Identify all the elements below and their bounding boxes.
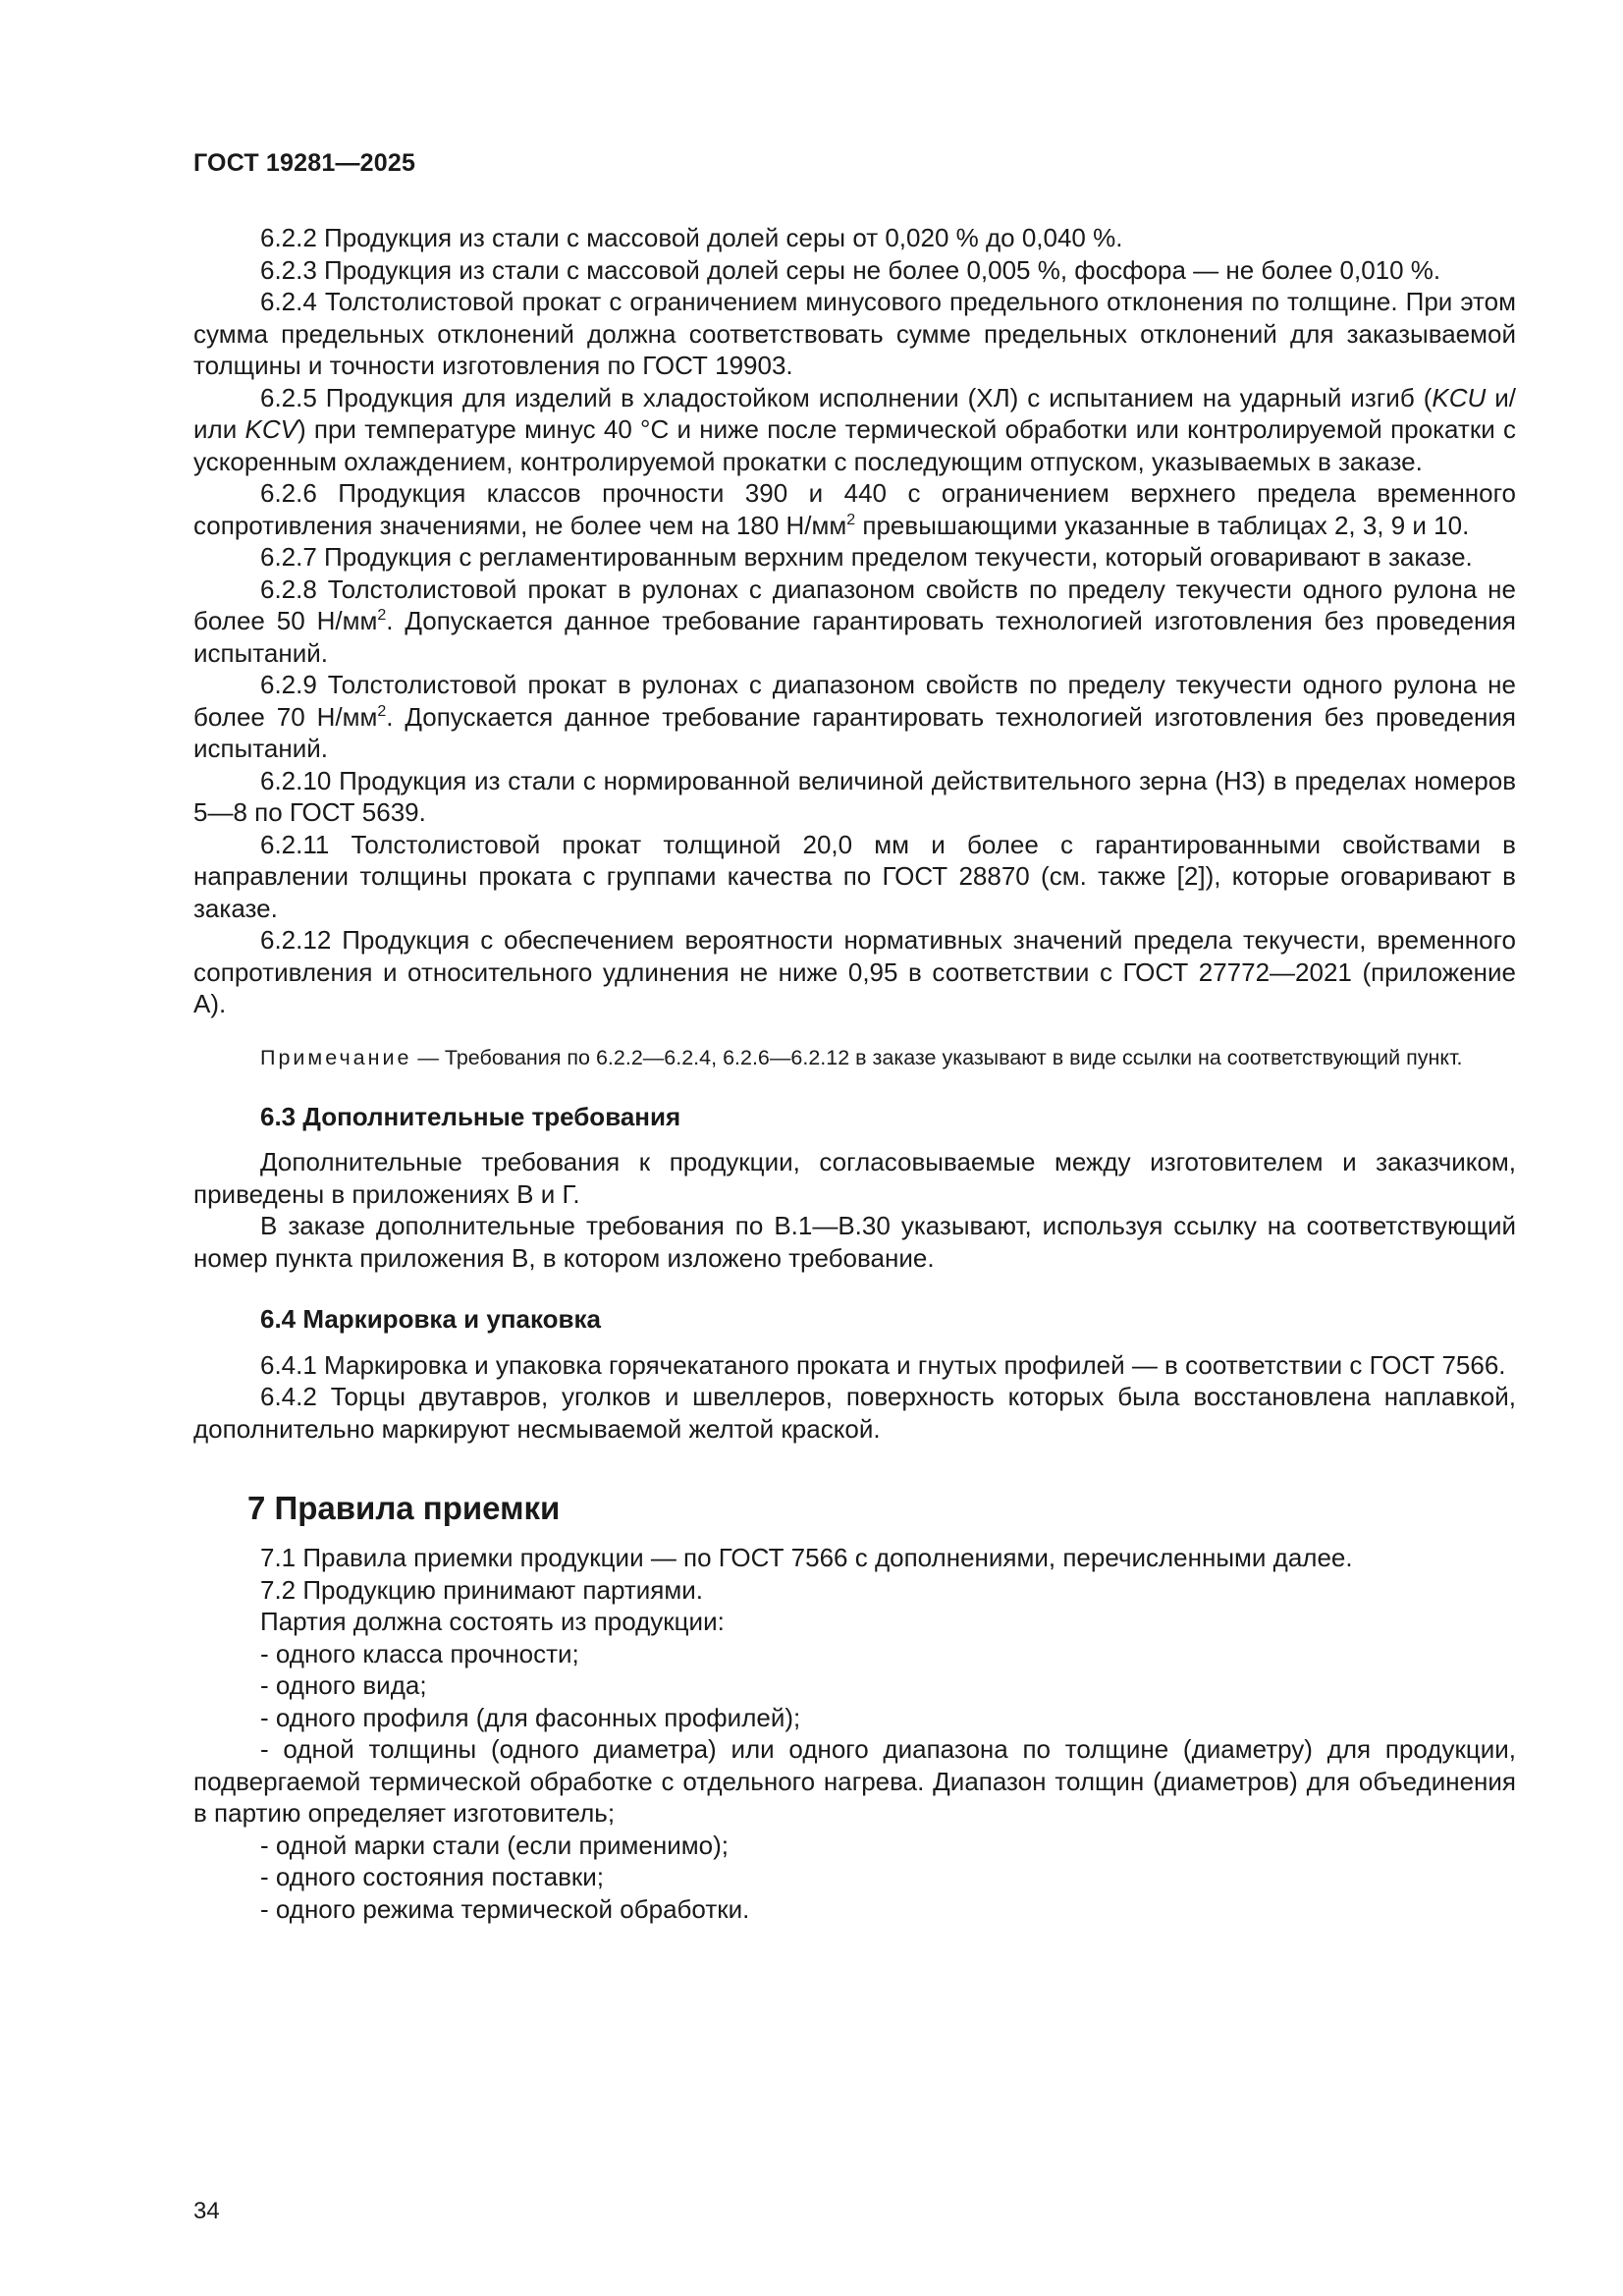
note-text: — Требования по 6.2.2—6.2.4, 6.2.6—6.2.12 в заказе указывают в виде ссылки на соответствующий пункт. [411, 1045, 1463, 1069]
clause-6-2-2: 6.2.2 Продукция из стали с массовой долей серы от 0,020 % до 0,040 %. [260, 223, 1123, 252]
section-6-3-para-1: Дополнительные требования к продукции, согласовываемые между изготовителем и заказчиком, приведены в приложениях В и Г. [193, 1147, 1516, 1209]
clause-6-4-2: 6.4.2 Торцы двутавров, уголков и швеллеров, поверхность которых была восстановлена наплавкой, дополнительно маркируют несмываемой желтой краской. [193, 1382, 1516, 1444]
section-6-3-para-2: В заказе дополнительные требования по В.1—В.30 указывают, используя ссылку на соответствующий номер пункта приложения В, в котором изложено требование. [193, 1211, 1516, 1273]
clause-6-2-6-text-b: превышающими указанные в таблицах 2, 3, 9 и 10. [855, 510, 1470, 540]
clause-6-2-5-text-b: и/или [193, 382, 1516, 444]
clause-6-2-11: 6.2.11 Толстолистовой прокат толщиной 20,0 мм и более с гарантированными свойствами в направлении толщины проката с группами качества по ГОСТ 28870 (см. также [2]), которые оговаривают в заказе. [193, 829, 1516, 923]
clause-6-2-5 [193, 382, 1516, 478]
list-item: - одного профиля (для фасонных профилей); [260, 1702, 801, 1732]
kcv-symbol: KCV [244, 414, 298, 444]
clause-6-2-4: 6.2.4 Толстолистовой прокат с ограничением минусового предельного отклонения по толщине. При этом сумма предельных отклонений должна соответствовать сумме предельных отклонений для заказываемой толщины и точности изготовления по ГОСТ 19903. [193, 287, 1516, 380]
list-item: - одного класса прочности; [260, 1638, 579, 1668]
section-7-title: 7 Правила приемки [247, 1490, 561, 1526]
list-item: - одного режима термической обработки. [260, 1893, 750, 1924]
list-item: - одного состояния поставки; [260, 1862, 604, 1891]
lot-composition-intro: Партия должна состоять из продукции: [260, 1607, 725, 1636]
clause-6-2-9-text-a: 6.2.9 Толстолистовой прокат в рулонах с диапазоном свойств по пределу текучести одного рулона не более 70 Н/мм [193, 670, 1516, 732]
list-item: - одной марки стали (если применимо); [260, 1830, 729, 1860]
clause-6-2-7: 6.2.7 Продукция с регламентированным верхним пределом текучести, который оговаривают в заказе. [260, 542, 1473, 572]
note [193, 1045, 1516, 1071]
clause-7-1: 7.1 Правила приемки продукции — по ГОСТ 7566 с дополнениями, перечисленными далее. [260, 1543, 1353, 1572]
clause-6-2-8 [193, 574, 1516, 670]
section-6-3-title: 6.3 Дополнительные требования [260, 1101, 681, 1131]
superscript: 2 [377, 607, 387, 624]
note-label: Примечание [260, 1045, 412, 1069]
clause-6-2-8-text-b: . Допускается данное требование гарантировать технологией изготовления без проведения испытаний. [193, 606, 1516, 668]
list-item: - одной толщины (одного диаметра) или одного диапазона по толщине (диаметру) для продукции, подвергаемой термической обработке с отдельного нагрева. Диапазон толщин (диаметров) для объединения в партию определяет изготовитель; [193, 1734, 1516, 1828]
clause-6-2-6 [193, 477, 1516, 541]
clause-6-2-6-text-a: 6.2.6 Продукция классов прочности 390 и 440 с ограничением верхнего предела временного сопротивления значениями, не более чем на 180 Н/мм [193, 478, 1516, 540]
superscript: 2 [377, 702, 387, 720]
document-body [193, 222, 1516, 1925]
clause-6-2-8-text-a: 6.2.8 Толстолистовой прокат в рулонах с диапазоном свойств по пределу текучести одного рулона не более 50 Н/мм [193, 574, 1516, 635]
section-6-4-title: 6.4 Маркировка и упаковка [260, 1304, 601, 1334]
clause-6-2-9-text-b: . Допускается данное требование гарантировать технологией изготовления без проведения испытаний. [193, 701, 1516, 763]
clause-6-2-12: 6.2.12 Продукция с обеспечением вероятности нормативных значений предела текучести, временного сопротивления и относительного удлинения не ниже 0,95 в соответствии с ГОСТ 27772—2021 (приложение А). [193, 925, 1516, 1018]
clause-7-2: 7.2 Продукцию принимают партиями. [260, 1574, 703, 1605]
clause-6-2-5-text-c: ) при температуре минус 40 °С и ниже после термической обработки или контролируемой прокатки с ускоренным охлаждением, контролируемой прокатки с последующим отпуском, указываемых в заказе. [193, 414, 1516, 476]
superscript: 2 [846, 511, 856, 528]
page-number: 34 [193, 2198, 220, 2224]
document-header: ГОСТ 19281—2025 [193, 149, 416, 177]
clause-6-2-5-text-a: 6.2.5 Продукция для изделий в хладостойком исполнении (ХЛ) с испытанием на ударный изгиб ( [260, 382, 1433, 412]
list-item: - одного вида; [260, 1670, 427, 1700]
clause-6-2-3: 6.2.3 Продукция из стали с массовой долей серы не более 0,005 %, фосфора — не более 0,010 %. [260, 254, 1441, 285]
clause-6-4-1: 6.4.1 Маркировка и упаковка горячекатаного проката и гнутых профилей — в соответствии с ГОСТ 7566. [260, 1349, 1506, 1380]
clause-6-2-10: 6.2.10 Продукция из стали с нормированной величиной действительного зерна (НЗ) в пределах номеров 5—8 по ГОСТ 5639. [193, 765, 1516, 827]
clause-6-2-9 [193, 669, 1516, 765]
kcu-symbol: KCU [1432, 382, 1487, 412]
